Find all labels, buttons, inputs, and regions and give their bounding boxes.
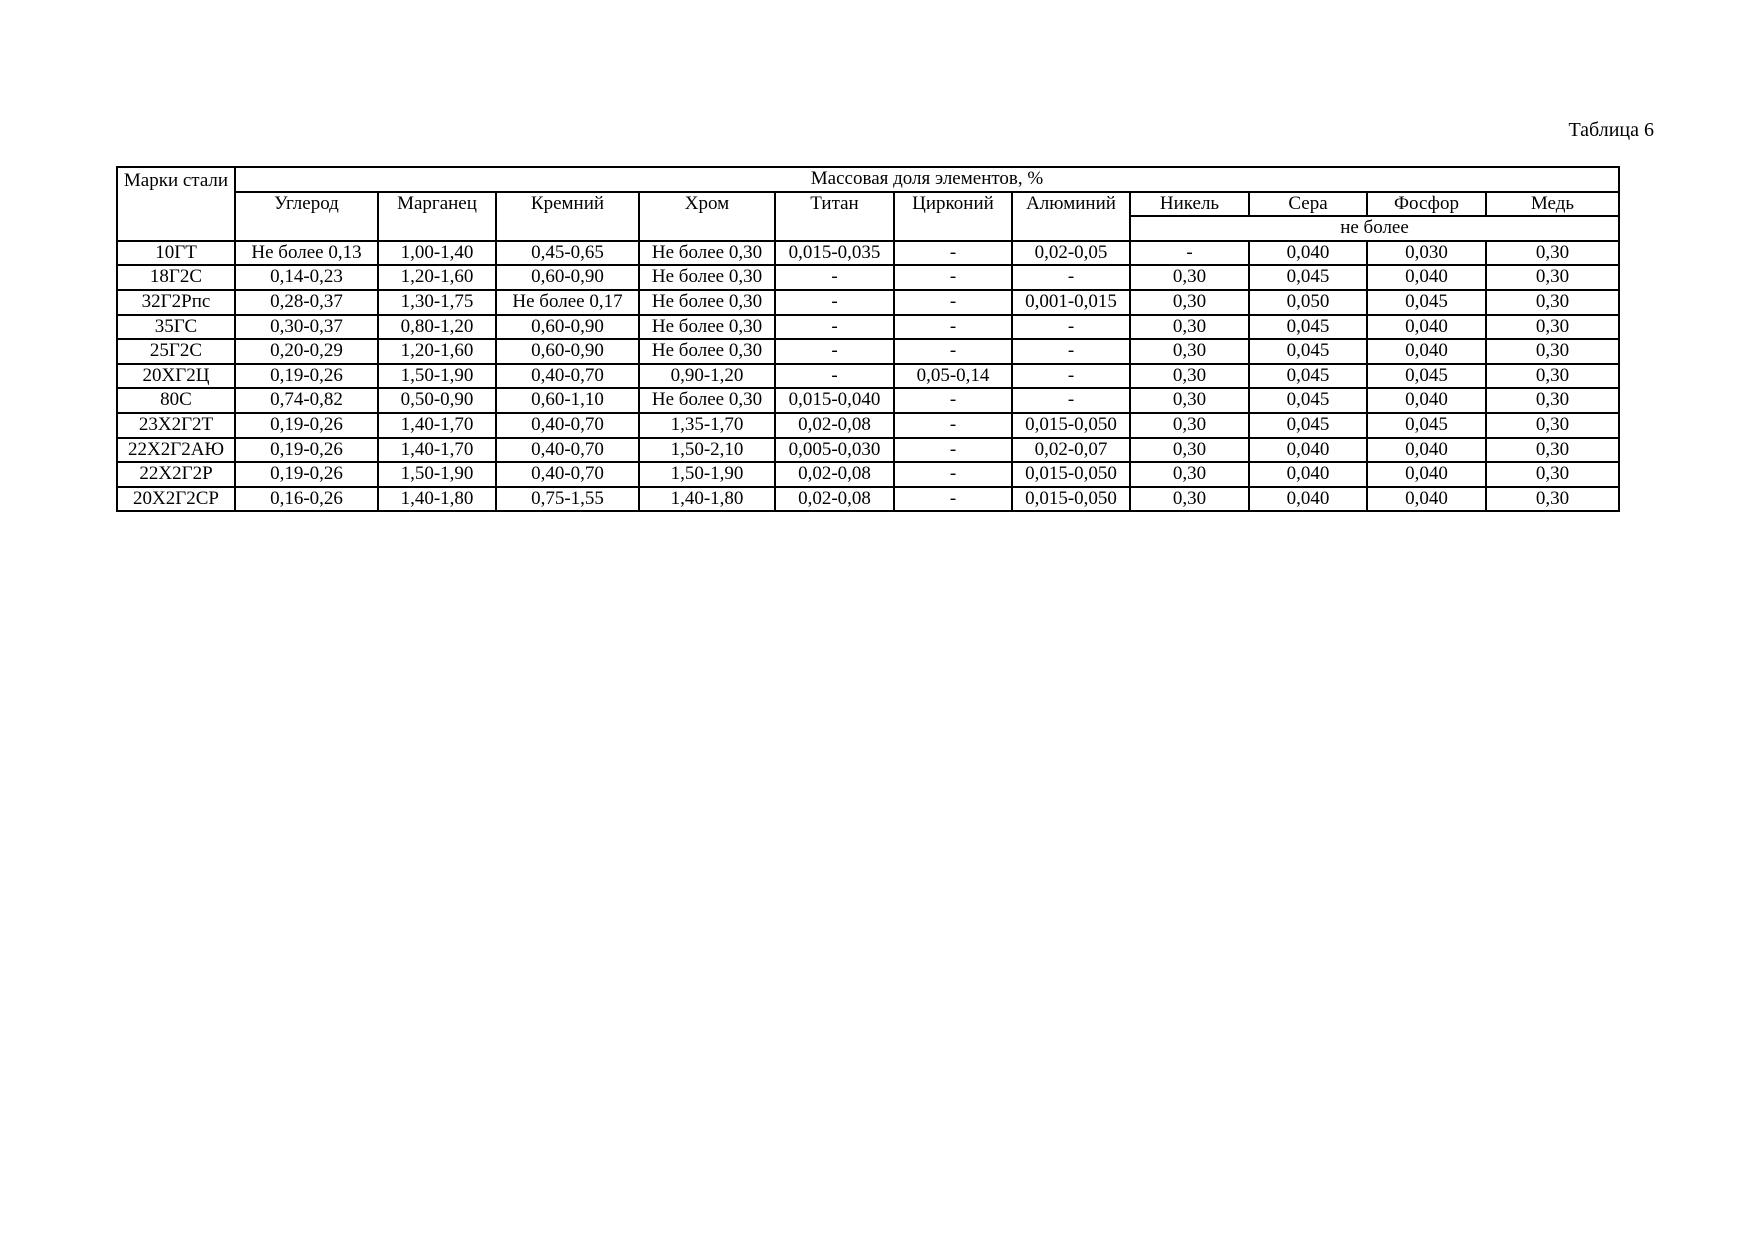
table-cell: - [894, 290, 1012, 315]
table-body [117, 241, 1619, 512]
table-cell: 0,040 [1249, 241, 1367, 266]
table-cell: 0,30 [1130, 339, 1249, 364]
grade-cell: 10ГТ [117, 241, 235, 266]
element-header-carbon: Углерод [235, 192, 378, 241]
mass-fraction-header: Массовая доля элементов, % [235, 167, 1619, 192]
table-cell: 0,30 [1486, 315, 1619, 340]
table-cell: - [1130, 241, 1249, 266]
table-cell: 0,001-0,015 [1012, 290, 1130, 315]
table-row [117, 339, 1619, 364]
table-cell: 0,30-0,37 [235, 315, 378, 340]
table-cell: 0,40-0,70 [496, 462, 639, 487]
table-cell: 0,60-0,90 [496, 315, 639, 340]
table-cell: 0,28-0,37 [235, 290, 378, 315]
table-row [117, 487, 1619, 512]
table-cell: 0,80-1,20 [378, 315, 496, 340]
table-cell: - [894, 388, 1012, 413]
table-row [117, 462, 1619, 487]
table-cell: 0,015-0,050 [1012, 487, 1130, 512]
table-cell: - [775, 364, 894, 389]
table-cell: 0,045 [1249, 265, 1367, 290]
table-cell: - [1012, 315, 1130, 340]
table-cell: - [1012, 265, 1130, 290]
table-cell: - [894, 462, 1012, 487]
table-cell: 0,02-0,08 [775, 487, 894, 512]
table-cell: 0,040 [1367, 388, 1486, 413]
table-cell: 1,35-1,70 [639, 413, 775, 438]
table-row [117, 290, 1619, 315]
element-header-silicon: Кремний [496, 192, 639, 241]
table-cell: 0,30 [1486, 241, 1619, 266]
table-cell: 0,045 [1249, 413, 1367, 438]
grade-cell: 20ХГ2Ц [117, 364, 235, 389]
table-cell: 1,30-1,75 [378, 290, 496, 315]
table-cell: 0,045 [1249, 339, 1367, 364]
table-cell: Не более 0,30 [639, 339, 775, 364]
table-cell: 0,045 [1367, 413, 1486, 438]
table-cell: 0,45-0,65 [496, 241, 639, 266]
table-cell: 0,60-1,10 [496, 388, 639, 413]
table-cell: 0,30 [1486, 290, 1619, 315]
table-cell: 0,30 [1486, 413, 1619, 438]
table-cell: - [1012, 339, 1130, 364]
table-row [117, 241, 1619, 266]
table-header [117, 167, 1619, 241]
table-cell: - [1012, 364, 1130, 389]
max-note-header: не более [1130, 216, 1619, 241]
table-cell: 0,040 [1367, 438, 1486, 463]
table-cell: 0,30 [1130, 290, 1249, 315]
table-cell: 0,30 [1486, 364, 1619, 389]
table-cell: 0,040 [1249, 487, 1367, 512]
table-cell: 0,015-0,040 [775, 388, 894, 413]
table-cell: 0,02-0,08 [775, 462, 894, 487]
table-cell: 0,19-0,26 [235, 364, 378, 389]
element-header-aluminium: Алюминий [1012, 192, 1130, 241]
element-header-manganese: Марганец [378, 192, 496, 241]
grade-cell: 22Х2Г2Р [117, 462, 235, 487]
table-cell: 0,30 [1130, 265, 1249, 290]
table-cell: 1,50-1,90 [378, 462, 496, 487]
table-cell: 0,30 [1486, 265, 1619, 290]
table-cell: 0,02-0,07 [1012, 438, 1130, 463]
table-cell: 0,015-0,035 [775, 241, 894, 266]
table-row [117, 413, 1619, 438]
table-cell: - [894, 413, 1012, 438]
table-cell: 0,30 [1130, 364, 1249, 389]
table-cell: 0,005-0,030 [775, 438, 894, 463]
table-cell: Не более 0,30 [639, 241, 775, 266]
table-cell: 0,19-0,26 [235, 462, 378, 487]
table-cell: 0,30 [1130, 315, 1249, 340]
table-row [117, 438, 1619, 463]
table-cell: 1,20-1,60 [378, 265, 496, 290]
table-cell: 0,20-0,29 [235, 339, 378, 364]
table-row [117, 265, 1619, 290]
element-header-phosphorus: Фосфор [1367, 192, 1486, 217]
table-cell: 0,30 [1130, 413, 1249, 438]
table-cell: Не более 0,30 [639, 265, 775, 290]
table-cell: 0,60-0,90 [496, 265, 639, 290]
table-cell: 1,50-1,90 [639, 462, 775, 487]
table-cell: 0,60-0,90 [496, 339, 639, 364]
table-cell: - [894, 438, 1012, 463]
table-caption: Таблица 6 [1568, 119, 1654, 141]
table-cell: - [894, 315, 1012, 340]
table-cell: 0,045 [1249, 388, 1367, 413]
table-cell: 0,02-0,08 [775, 413, 894, 438]
table-cell: Не более 0,30 [639, 315, 775, 340]
element-header-chromium: Хром [639, 192, 775, 241]
steel-composition-table [116, 166, 1620, 512]
table-cell: Не более 0,30 [639, 290, 775, 315]
table-cell: 0,30 [1486, 388, 1619, 413]
table-cell: 0,75-1,55 [496, 487, 639, 512]
grade-cell: 23Х2Г2Т [117, 413, 235, 438]
table-cell: 0,02-0,05 [1012, 241, 1130, 266]
table-cell: 0,040 [1367, 265, 1486, 290]
table-cell: 1,50-1,90 [378, 364, 496, 389]
table-cell: 0,040 [1367, 339, 1486, 364]
table-cell: 0,30 [1130, 388, 1249, 413]
table-cell: - [894, 339, 1012, 364]
table-cell: 1,20-1,60 [378, 339, 496, 364]
table-cell: 0,30 [1486, 462, 1619, 487]
table-cell: 0,30 [1130, 487, 1249, 512]
table-cell: 0,040 [1249, 438, 1367, 463]
grade-cell: 22Х2Г2АЮ [117, 438, 235, 463]
table-cell: 0,19-0,26 [235, 413, 378, 438]
table-cell: 1,00-1,40 [378, 241, 496, 266]
table-cell: Не более 0,17 [496, 290, 639, 315]
table-cell: 0,40-0,70 [496, 413, 639, 438]
table-cell: 1,40-1,70 [378, 438, 496, 463]
grade-cell: 35ГС [117, 315, 235, 340]
grade-header-label: Марки стали [123, 170, 229, 191]
table-cell: 0,30 [1130, 438, 1249, 463]
table-cell: 0,40-0,70 [496, 364, 639, 389]
table-cell: 0,040 [1249, 462, 1367, 487]
table-cell: 1,50-2,10 [639, 438, 775, 463]
grade-cell: 18Г2С [117, 265, 235, 290]
grade-cell: 25Г2С [117, 339, 235, 364]
table-cell: 0,19-0,26 [235, 438, 378, 463]
table-cell: - [894, 241, 1012, 266]
table-cell: 0,045 [1367, 364, 1486, 389]
table-cell: Не более 0,30 [639, 388, 775, 413]
table-cell: 0,14-0,23 [235, 265, 378, 290]
table-cell: 0,040 [1367, 462, 1486, 487]
table-cell: 0,05-0,14 [894, 364, 1012, 389]
table-cell: 0,040 [1367, 487, 1486, 512]
table-cell: - [775, 265, 894, 290]
grade-cell: 32Г2Рпс [117, 290, 235, 315]
element-header-copper: Медь [1486, 192, 1619, 217]
table-cell: 0,50-0,90 [378, 388, 496, 413]
table-cell: 0,045 [1249, 364, 1367, 389]
element-header-nickel: Никель [1130, 192, 1249, 217]
table-cell: - [1012, 388, 1130, 413]
table-row [117, 364, 1619, 389]
grade-cell: 20Х2Г2СР [117, 487, 235, 512]
table-cell: 0,30 [1130, 462, 1249, 487]
table-cell: 0,050 [1249, 290, 1367, 315]
table-cell: 0,90-1,20 [639, 364, 775, 389]
table-cell: - [894, 487, 1012, 512]
table-cell: 0,30 [1486, 339, 1619, 364]
table-cell: 0,30 [1486, 438, 1619, 463]
table-cell: 0,040 [1367, 315, 1486, 340]
table-cell: 0,30 [1486, 487, 1619, 512]
table-cell: Не более 0,13 [235, 241, 378, 266]
table-cell: 0,74-0,82 [235, 388, 378, 413]
table-cell: - [775, 339, 894, 364]
table-cell: 0,015-0,050 [1012, 413, 1130, 438]
element-header-zirconium: Цирконий [894, 192, 1012, 241]
element-header-titanium: Титан [775, 192, 894, 241]
table-cell: - [775, 315, 894, 340]
grade-cell: 80С [117, 388, 235, 413]
table-row [117, 315, 1619, 340]
table-row [117, 388, 1619, 413]
element-header-sulfur: Сера [1249, 192, 1367, 217]
grade-header [117, 167, 235, 241]
table-cell: 0,045 [1367, 290, 1486, 315]
table-cell: 1,40-1,80 [378, 487, 496, 512]
table-cell: 0,015-0,050 [1012, 462, 1130, 487]
table-cell: 0,030 [1367, 241, 1486, 266]
table-cell: 0,16-0,26 [235, 487, 378, 512]
table-cell: 0,40-0,70 [496, 438, 639, 463]
table-cell: - [894, 265, 1012, 290]
table-cell: 0,045 [1249, 315, 1367, 340]
table-cell: - [775, 290, 894, 315]
table-cell: 1,40-1,70 [378, 413, 496, 438]
table-cell: 1,40-1,80 [639, 487, 775, 512]
